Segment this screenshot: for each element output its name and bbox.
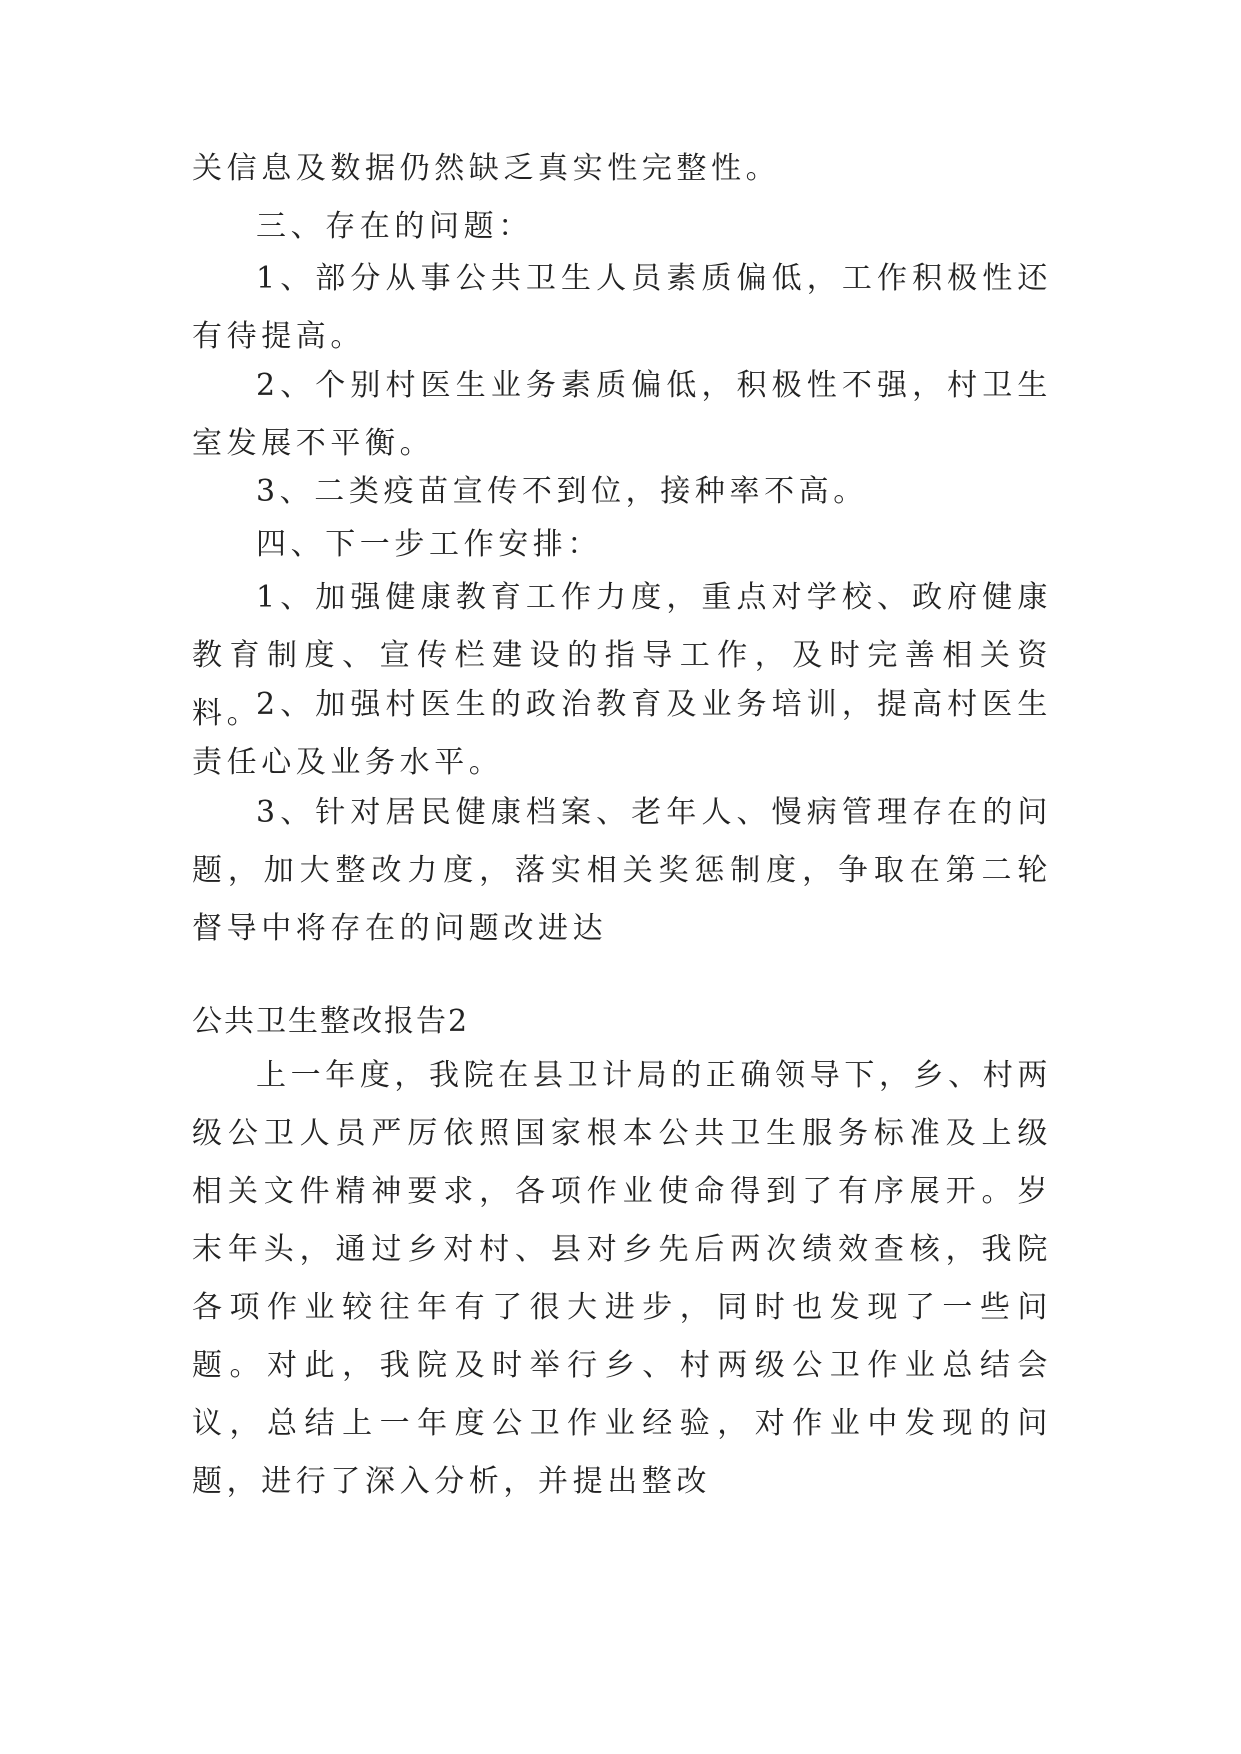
problem-item-3: 3、二类疫苗宣传不到位，接种率不高。 [256, 474, 868, 509]
next-step-item-2: 2、加强村医生的政治教育及业务培训，提高村医生责任心及业务水平。 [192, 687, 1052, 780]
problem-item-1: 1、部分从事公共卫生人员素质偏低，工作积极性还有待提高。 [192, 261, 1052, 354]
section-title: 公共卫生整改报告2 [192, 1004, 470, 1039]
section-heading-next-steps: 四、下一步工作安排： [256, 527, 602, 562]
problem-item-2: 2、个别村医生业务素质偏低，积极性不强，村卫生室发展不平衡。 [192, 368, 1052, 461]
section-heading-problems: 三、存在的问题： [256, 209, 533, 244]
report-paragraph: 上一年度，我院在县卫计局的正确领导下，乡、村两级公卫人员严厉依照国家根本公共卫生服务标准及上级相关文件精神要求，各项作业使命得到了有序展开。岁末年头，通过乡对村、县对乡先后两次绩效查核，我院各项作业较往年有了很大进步，同时也发现了一些问题。对此，我院及时举行乡、村两级公卫作业总结会议，总结上一年度公卫作业经验，对作业中发现的问题，进行了深入分析，并提出整改 [192, 1058, 1052, 1499]
next-step-item-1: 1、加强健康教育工作力度，重点对学校、政府健康教育制度、宣传栏建设的指导工作，及时完善相关资料。 [192, 580, 1052, 731]
next-step-item-3: 3、针对居民健康档案、老年人、慢病管理存在的问题，加大整改力度，落实相关奖惩制度，争取在第二轮督导中将存在的问题改进达 [192, 795, 1052, 946]
paragraph-continuation: 关信息及数据仍然缺乏真实性完整性。 [192, 151, 781, 186]
